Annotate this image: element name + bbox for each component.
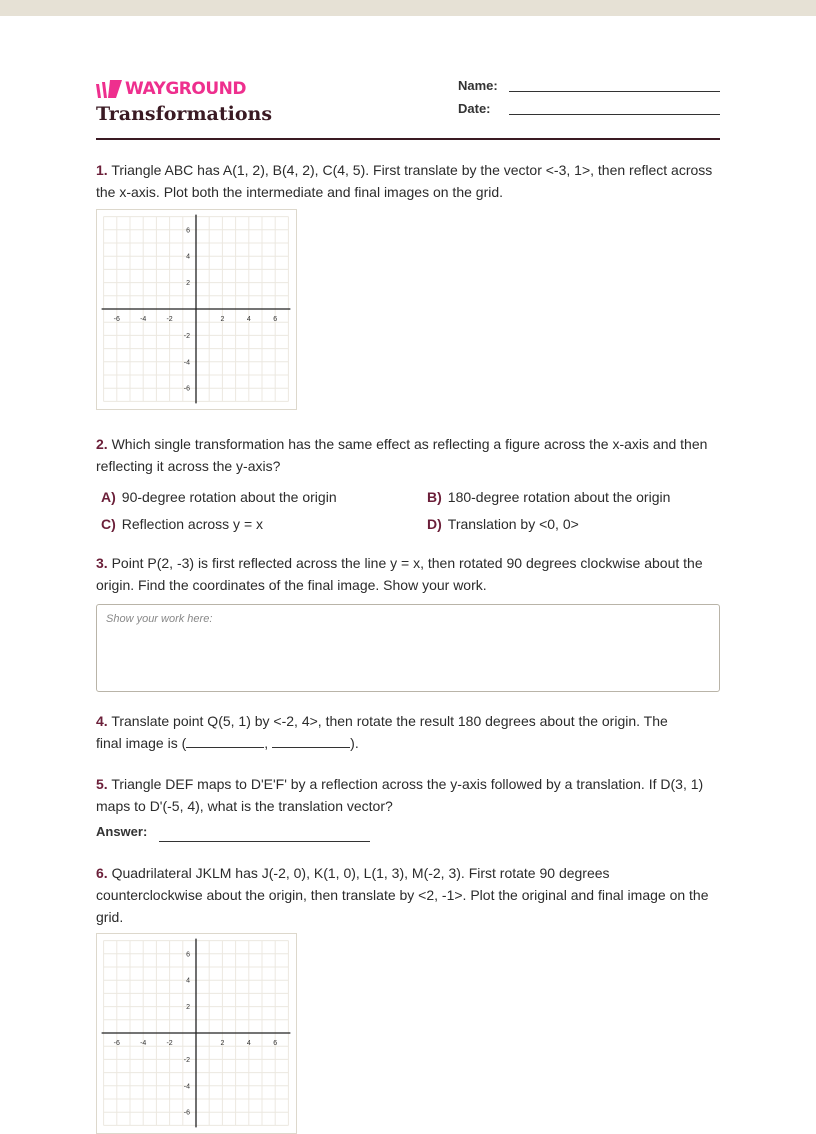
coordinate-grid-1[interactable] xyxy=(96,209,297,410)
wayground-logo-icon xyxy=(96,80,122,98)
y-tick-label: 6 xyxy=(186,951,190,959)
question-number: 3. xyxy=(96,555,108,571)
x-tick-label: 6 xyxy=(273,316,278,323)
question-6 xyxy=(96,862,720,928)
choice-text: 180-degree rotation about the origin xyxy=(447,489,671,505)
y-tick-label: 6 xyxy=(186,227,190,235)
question-2 xyxy=(96,433,720,477)
y-tick-label: -4 xyxy=(183,359,190,367)
x-tick-label: -2 xyxy=(166,316,173,323)
question-number: 5. xyxy=(96,776,108,792)
question-text: Which single transformation has the same effect as reflecting a figure across the x-axis and then reflecting it across the y-axis? xyxy=(96,436,708,474)
question-number: 1. xyxy=(96,162,108,178)
header-divider xyxy=(96,138,720,140)
x-tick-label: -6 xyxy=(113,1040,120,1047)
x-tick-label: 2 xyxy=(220,1040,225,1047)
choice-text: 90-degree rotation about the origin xyxy=(121,489,337,505)
choice-letter: D) xyxy=(427,516,442,532)
name-field[interactable] xyxy=(509,91,720,92)
question-text-prefix: final image is ( xyxy=(96,735,187,751)
question-text: Point P(2, -3) is first reflected across the line y = x, then rotated 90 degrees clockwise about the origin. Find the coordinates of the final image. Show your work. xyxy=(96,555,703,593)
choice-c[interactable] xyxy=(101,514,263,534)
x-coordinate-blank[interactable] xyxy=(186,733,264,748)
document-title: Transformations xyxy=(96,103,273,125)
brand-name: WAYGROUND xyxy=(125,79,246,99)
name-label: Name: xyxy=(458,78,498,93)
choice-letter: A) xyxy=(101,489,116,505)
y-tick-label: 2 xyxy=(186,280,190,288)
comma-separator: , xyxy=(264,735,269,751)
question-5 xyxy=(96,773,720,817)
y-tick-label: -6 xyxy=(183,1109,190,1117)
y-tick-label: -2 xyxy=(183,332,190,340)
choice-d[interactable] xyxy=(427,514,579,534)
question-number: 6. xyxy=(96,865,108,881)
date-label: Date: xyxy=(458,101,491,116)
question-text: Triangle DEF maps to D'E'F' by a reflection across the y-axis followed by a translation. If D(3, 1) maps to D'(-5, 4), what is the translation vector? xyxy=(96,776,704,814)
work-area-placeholder: Show your work here: xyxy=(106,613,213,625)
choice-text: Translation by <0, 0> xyxy=(447,516,579,532)
y-tick-label: 2 xyxy=(186,1004,190,1012)
choice-letter: B) xyxy=(427,489,442,505)
choice-letter: C) xyxy=(101,516,116,532)
y-tick-label: -6 xyxy=(183,385,190,393)
answer-field[interactable] xyxy=(159,841,370,842)
work-area[interactable] xyxy=(96,604,720,692)
date-field[interactable] xyxy=(509,114,720,115)
choice-text: Reflection across y = x xyxy=(121,516,264,532)
top-bar xyxy=(0,0,816,16)
question-4 xyxy=(96,710,720,754)
choice-b[interactable] xyxy=(427,487,670,507)
x-tick-label: -6 xyxy=(113,316,120,323)
question-text: Translate point Q(5, 1) by <-2, 4>, then rotate the result 180 degrees about the origin. The xyxy=(111,713,668,729)
answer-label: Answer: xyxy=(96,824,148,839)
x-tick-label: 4 xyxy=(246,316,251,323)
question-number: 2. xyxy=(96,436,108,452)
y-tick-label: -2 xyxy=(183,1056,190,1064)
x-tick-label: 2 xyxy=(220,316,225,323)
question-text: Triangle ABC has A(1, 2), B(4, 2), C(4, 5). First translate by the vector <-3, 1>, then reflect across the x-axis. Plot both the intermediate and final images on the grid. xyxy=(96,162,713,200)
question-text-suffix: ). xyxy=(350,735,359,751)
x-tick-label: -4 xyxy=(140,1040,147,1047)
y-coordinate-blank[interactable] xyxy=(272,733,350,748)
question-3 xyxy=(96,552,720,596)
x-tick-label: 4 xyxy=(246,1040,251,1047)
question-1 xyxy=(96,159,720,203)
y-tick-label: -4 xyxy=(183,1083,190,1091)
x-tick-label: -4 xyxy=(140,316,147,323)
choice-a[interactable] xyxy=(101,487,337,507)
brand-logo xyxy=(96,78,246,100)
y-tick-label: 4 xyxy=(186,253,190,261)
question-text: Quadrilateral JKLM has J(-2, 0), K(1, 0), L(1, 3), M(-2, 3). First rotate 90 degrees counterclockwise about the origin, then translate by <2, -1>. Plot the original and final image on the grid. xyxy=(96,865,709,925)
x-tick-label: 6 xyxy=(273,1040,278,1047)
y-tick-label: 4 xyxy=(186,977,190,985)
question-number: 4. xyxy=(96,713,108,729)
coordinate-grid-2[interactable] xyxy=(96,933,297,1134)
x-tick-label: -2 xyxy=(166,1040,173,1047)
